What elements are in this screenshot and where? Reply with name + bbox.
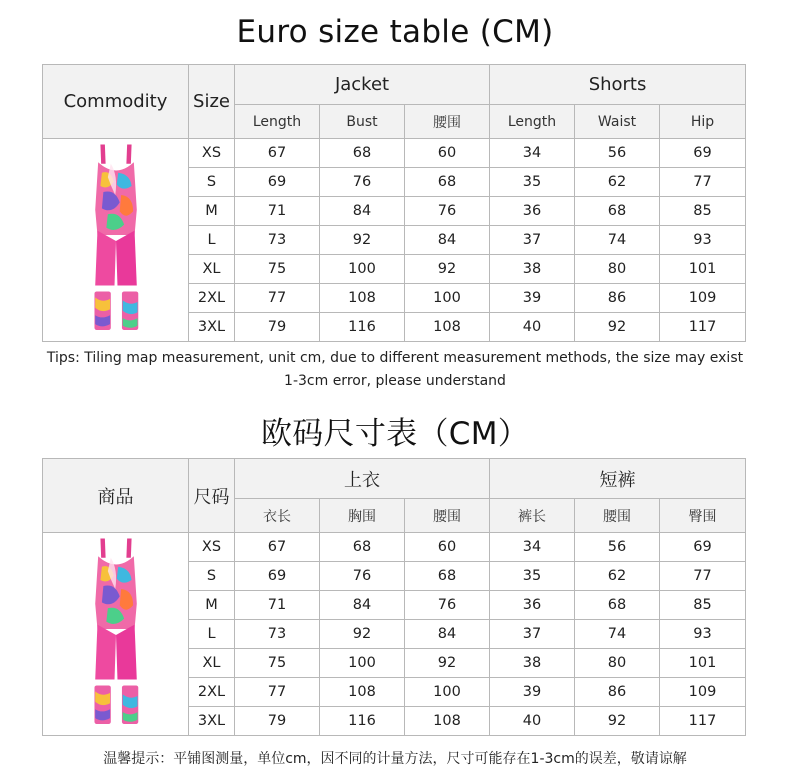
value-cell: 38 — [490, 255, 575, 284]
value-cell: 93 — [660, 620, 746, 649]
size-cell: M — [189, 197, 235, 226]
value-cell: 100 — [320, 255, 405, 284]
tip-text-en: Tips: Tiling map measurement, unit cm, due to different measurement methods, the size may exist 1-3cm error, please understand — [46, 350, 744, 389]
value-cell: 68 — [405, 562, 490, 591]
value-cell: 75 — [235, 649, 320, 678]
value-cell: 68 — [320, 139, 405, 168]
value-cell: 76 — [405, 197, 490, 226]
value-cell: 73 — [235, 620, 320, 649]
value-cell: 39 — [490, 284, 575, 313]
value-cell: 117 — [660, 313, 746, 342]
swimsuit-image — [75, 537, 157, 727]
value-cell: 75 — [235, 255, 320, 284]
size-cell: M — [189, 591, 235, 620]
header-size: Size — [189, 65, 235, 139]
value-cell: 68 — [575, 197, 660, 226]
value-cell: 40 — [490, 313, 575, 342]
size-table-en — [42, 64, 746, 342]
size-cell: 2XL — [189, 678, 235, 707]
col-header: Waist — [575, 105, 660, 139]
header-shorts: Shorts — [490, 65, 746, 105]
col-header: 衣长 — [235, 499, 320, 533]
size-cell: S — [189, 562, 235, 591]
value-cell: 100 — [405, 284, 490, 313]
value-cell: 37 — [490, 620, 575, 649]
value-cell: 108 — [320, 678, 405, 707]
size-cell: XL — [189, 255, 235, 284]
size-cell: L — [189, 620, 235, 649]
value-cell: 93 — [660, 226, 746, 255]
value-cell: 56 — [575, 139, 660, 168]
value-cell: 84 — [320, 591, 405, 620]
product-image — [43, 533, 189, 736]
col-header: Bust — [320, 105, 405, 139]
size-table-cn — [42, 458, 746, 736]
value-cell: 92 — [575, 313, 660, 342]
value-cell: 74 — [575, 620, 660, 649]
product-image — [43, 139, 189, 342]
value-cell: 108 — [320, 284, 405, 313]
value-cell: 69 — [660, 533, 746, 562]
value-cell: 36 — [490, 591, 575, 620]
header-shorts: 短裤 — [490, 459, 746, 499]
value-cell: 35 — [490, 562, 575, 591]
value-cell: 69 — [235, 562, 320, 591]
value-cell: 86 — [575, 284, 660, 313]
size-cell: XS — [189, 533, 235, 562]
table-row — [43, 533, 746, 562]
value-cell: 76 — [320, 168, 405, 197]
col-header: Length — [235, 105, 320, 139]
value-cell: 34 — [490, 533, 575, 562]
value-cell: 84 — [320, 197, 405, 226]
value-cell: 85 — [660, 197, 746, 226]
value-cell: 62 — [575, 168, 660, 197]
value-cell: 117 — [660, 707, 746, 736]
col-header: 腰围 — [575, 499, 660, 533]
size-cell: S — [189, 168, 235, 197]
value-cell: 40 — [490, 707, 575, 736]
tip-text-cn: 温馨提示：平铺图测量，单位cm，因不同的计量方法，尺寸可能存在1-3cm的误差，敬请谅解 — [103, 751, 687, 767]
value-cell: 108 — [405, 707, 490, 736]
value-cell: 85 — [660, 591, 746, 620]
value-cell: 80 — [575, 649, 660, 678]
value-cell: 76 — [320, 562, 405, 591]
value-cell: 73 — [235, 226, 320, 255]
value-cell: 74 — [575, 226, 660, 255]
value-cell: 60 — [405, 533, 490, 562]
header-jacket: Jacket — [235, 65, 490, 105]
value-cell: 76 — [405, 591, 490, 620]
value-cell: 68 — [575, 591, 660, 620]
value-cell: 69 — [235, 168, 320, 197]
header-size: 尺码 — [189, 459, 235, 533]
value-cell: 101 — [660, 649, 746, 678]
value-cell: 68 — [320, 533, 405, 562]
value-cell: 79 — [235, 707, 320, 736]
size-cell: L — [189, 226, 235, 255]
value-cell: 84 — [405, 226, 490, 255]
value-cell: 100 — [320, 649, 405, 678]
size-cell: 2XL — [189, 284, 235, 313]
value-cell: 84 — [405, 620, 490, 649]
value-cell: 69 — [660, 139, 746, 168]
col-header: 腰围 — [405, 105, 490, 139]
table-row — [43, 139, 746, 168]
page-title: Euro size table (CM) — [236, 14, 554, 50]
value-cell: 60 — [405, 139, 490, 168]
size-cell: XL — [189, 649, 235, 678]
value-cell: 109 — [660, 284, 746, 313]
value-cell: 62 — [575, 562, 660, 591]
value-cell: 77 — [235, 284, 320, 313]
value-cell: 109 — [660, 678, 746, 707]
value-cell: 108 — [405, 313, 490, 342]
header-jacket: 上衣 — [235, 459, 490, 499]
value-cell: 100 — [405, 678, 490, 707]
value-cell: 92 — [405, 649, 490, 678]
col-header: 腰围 — [405, 499, 490, 533]
value-cell: 77 — [235, 678, 320, 707]
value-cell: 77 — [660, 562, 746, 591]
header-commodity: Commodity — [43, 65, 189, 139]
value-cell: 68 — [405, 168, 490, 197]
value-cell: 39 — [490, 678, 575, 707]
size-cell: XS — [189, 139, 235, 168]
col-header: 臀围 — [660, 499, 746, 533]
value-cell: 67 — [235, 533, 320, 562]
size-cell: 3XL — [189, 707, 235, 736]
value-cell: 56 — [575, 533, 660, 562]
col-header: 胸围 — [320, 499, 405, 533]
value-cell: 37 — [490, 226, 575, 255]
page-title-cn: 欧码尺寸表（CM） — [260, 416, 530, 452]
value-cell: 101 — [660, 255, 746, 284]
col-header: Hip — [660, 105, 746, 139]
col-header: Length — [490, 105, 575, 139]
value-cell: 92 — [320, 620, 405, 649]
value-cell: 77 — [660, 168, 746, 197]
value-cell: 71 — [235, 197, 320, 226]
value-cell: 38 — [490, 649, 575, 678]
value-cell: 92 — [575, 707, 660, 736]
value-cell: 36 — [490, 197, 575, 226]
value-cell: 67 — [235, 139, 320, 168]
size-cell: 3XL — [189, 313, 235, 342]
value-cell: 79 — [235, 313, 320, 342]
header-commodity: 商品 — [43, 459, 189, 533]
value-cell: 92 — [405, 255, 490, 284]
value-cell: 35 — [490, 168, 575, 197]
value-cell: 71 — [235, 591, 320, 620]
value-cell: 80 — [575, 255, 660, 284]
value-cell: 116 — [320, 707, 405, 736]
value-cell: 86 — [575, 678, 660, 707]
swimsuit-image — [75, 143, 157, 333]
col-header: 裤长 — [490, 499, 575, 533]
value-cell: 116 — [320, 313, 405, 342]
value-cell: 92 — [320, 226, 405, 255]
value-cell: 34 — [490, 139, 575, 168]
